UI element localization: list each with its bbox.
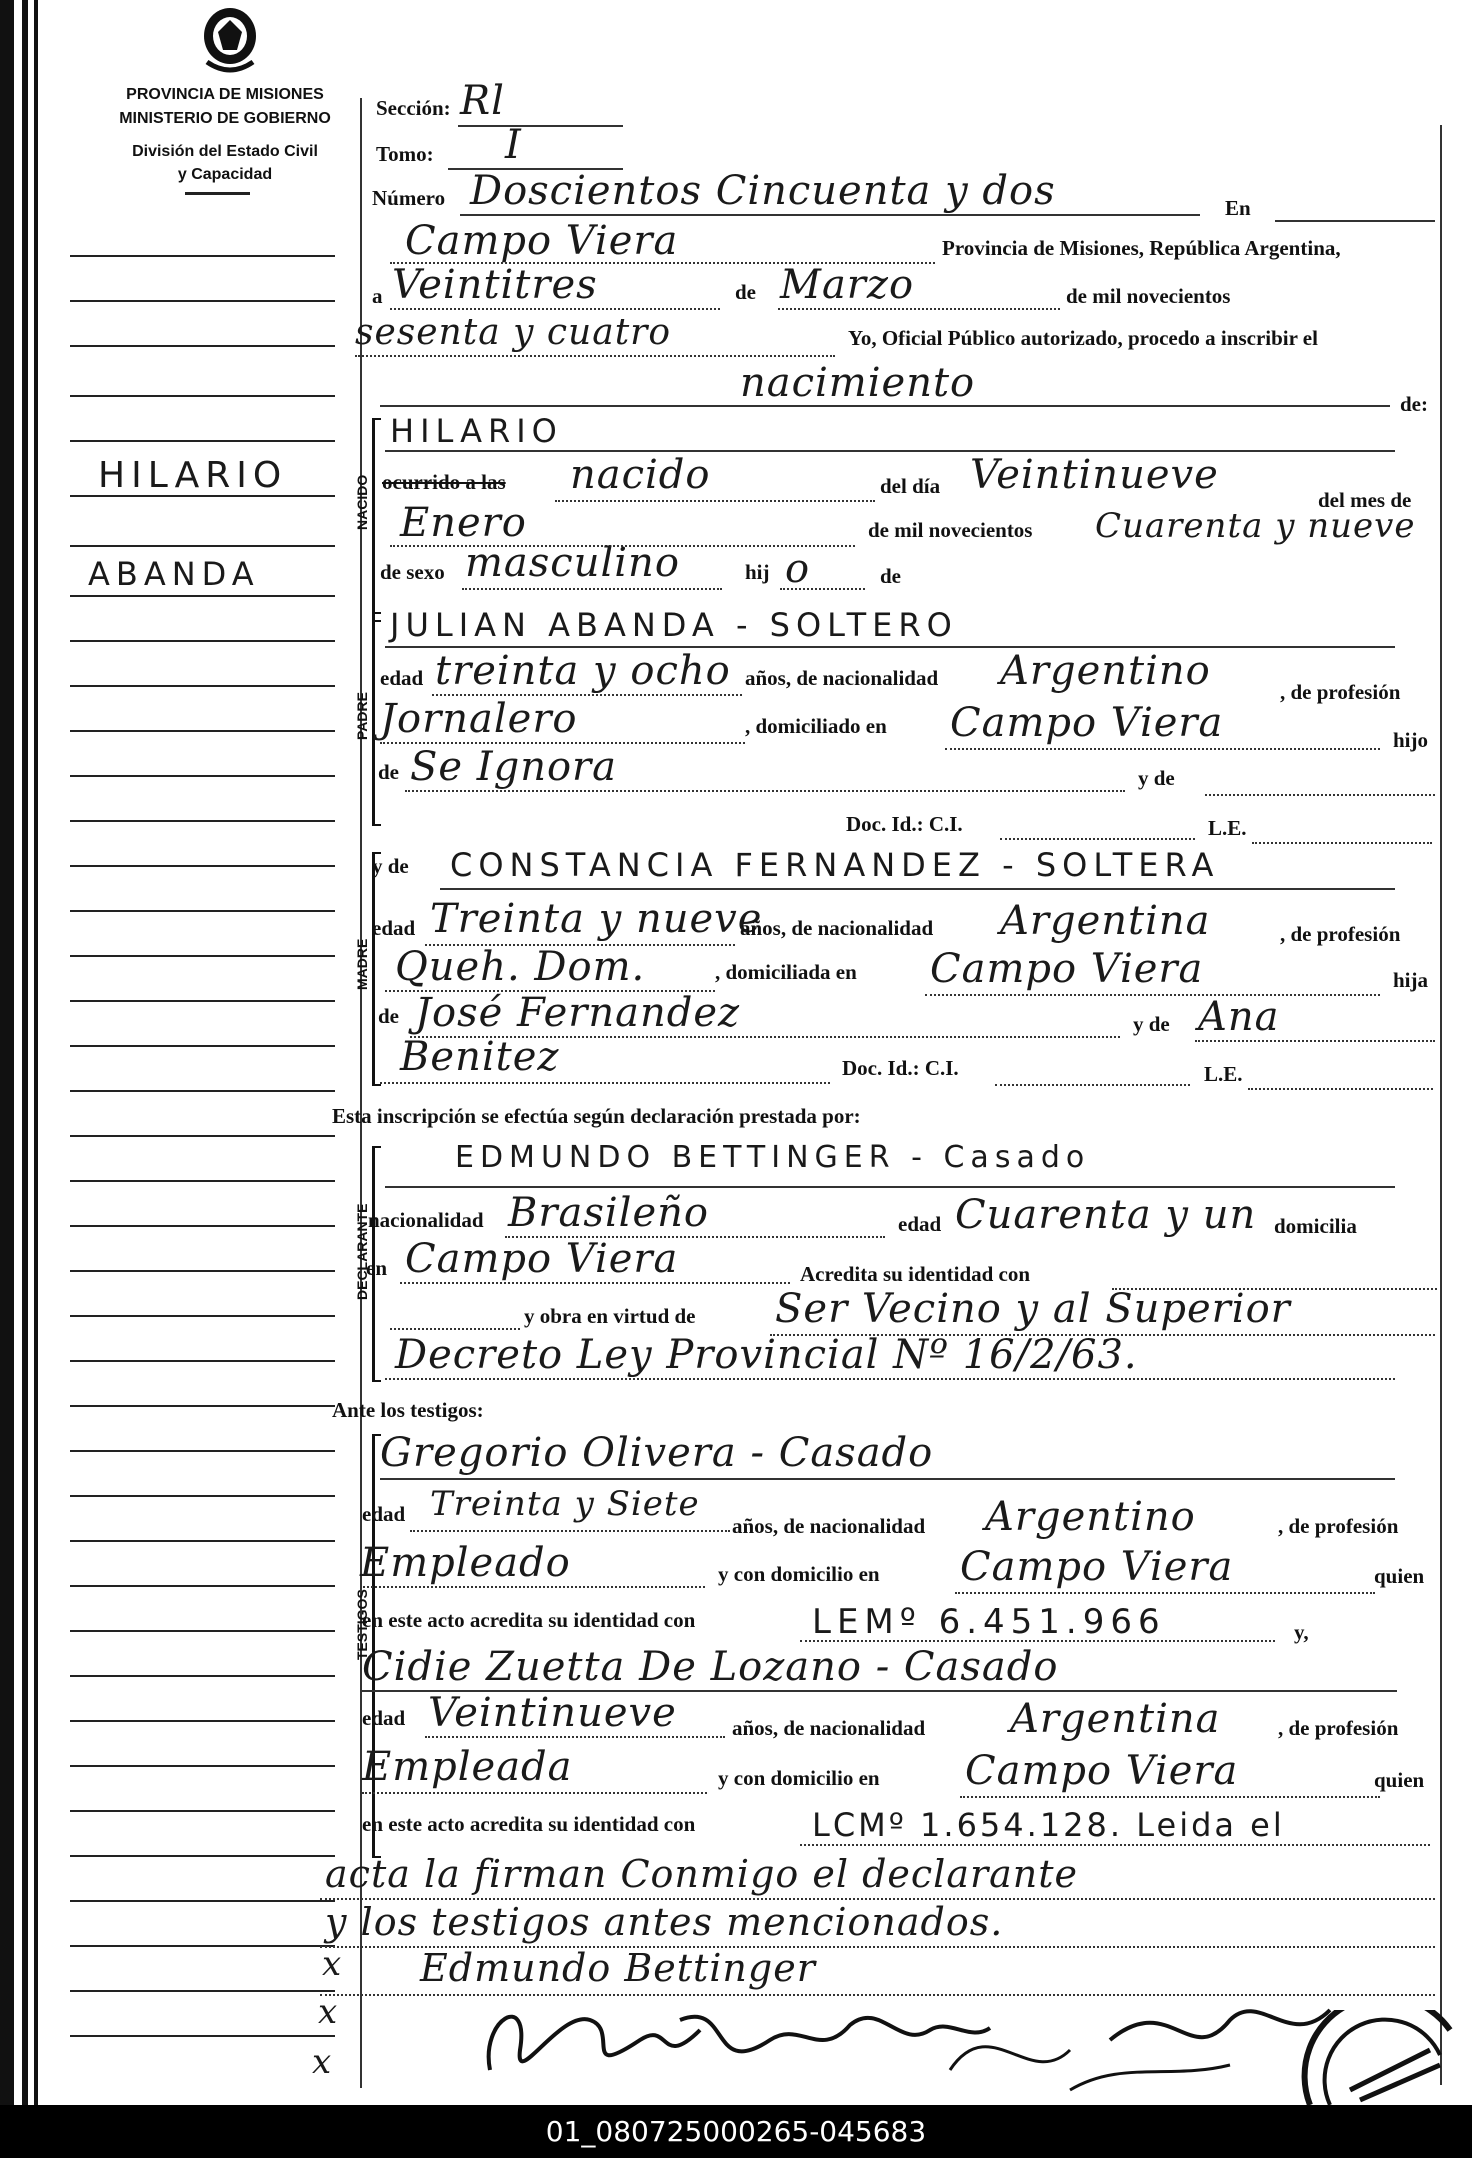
margin-line (70, 1945, 335, 1947)
madre-doc-line (995, 1084, 1190, 1086)
padre-doc-line (1000, 838, 1195, 840)
madre-le-line (1248, 1088, 1433, 1090)
seccion-line (458, 125, 623, 127)
padre-le-line (1252, 842, 1432, 844)
mil-text: de mil novecientos (1066, 284, 1231, 308)
binding-edge (22, 0, 28, 2105)
nacido-mil-label: de mil novecientos (868, 518, 1033, 542)
margin-line (70, 1855, 335, 1857)
signatures-graphic (470, 1980, 1370, 2100)
madre-y-de-label: y de (372, 854, 409, 878)
lugar-value: Campo Viera (405, 218, 679, 264)
oficial-text: Yo, Oficial Público autorizado, procedo a inscribir el (848, 326, 1318, 350)
coat-of-arms-icon (185, 2, 275, 82)
t2-acredita-label: en este acto acredita su identidad con (362, 1812, 696, 1836)
margin-line (70, 1045, 335, 1047)
declarant-signature: Edmundo Bettinger (420, 1946, 816, 1990)
padre-de-value: Se Ignora (410, 744, 618, 790)
margin-line (70, 1720, 335, 1722)
margin-line (70, 1585, 335, 1587)
margin-line (70, 1315, 335, 1317)
padre-de-label: de (378, 760, 399, 784)
margin-line (70, 955, 335, 957)
t2-doc-line (800, 1844, 1430, 1846)
t2-dom-label: y con domicilio en (718, 1766, 880, 1790)
madre-side-text: MADRE (354, 938, 370, 990)
del-dia-label: del día (880, 474, 941, 498)
madre-nac-value: Argentina (1000, 898, 1211, 944)
t1-nac-value: Argentino (985, 1494, 1196, 1540)
madre-name-line (440, 888, 1395, 890)
de-colon: de: (1400, 392, 1428, 416)
margin-line (70, 1180, 335, 1182)
nacido-name-line (385, 450, 1395, 452)
acredita-label: Acredita su identidad con (800, 1262, 1031, 1286)
margin-line (70, 1090, 335, 1092)
hijo-line (780, 588, 865, 590)
madre-y-de2-label: y de (1133, 1012, 1170, 1036)
margin-line (70, 1000, 335, 1002)
t1-prof-label: , de profesión (1278, 1514, 1399, 1538)
padre-y-de-label: y de (1138, 766, 1175, 790)
madre-nac-label: años, de nacionalidad (740, 916, 934, 940)
t2-prof-label: , de profesión (1278, 1716, 1399, 1740)
ocurrido-line (555, 500, 875, 502)
declarante-intro: Esta inscripción se efectúa según declaración prestada por: (332, 1104, 861, 1128)
tomo-value: I (505, 122, 522, 168)
declarante-edad-label: edad (898, 1212, 942, 1236)
decreto-value: Decreto Ley Provincial Nº 16/2/63. (395, 1332, 1138, 1378)
declarante-edad-value: Cuarenta y un (955, 1192, 1257, 1238)
margin-line (70, 820, 335, 822)
padre-dom-line (945, 748, 1380, 750)
t1-y: y, (1294, 1620, 1309, 1644)
numero-value: Doscientos Cincuenta y dos (470, 168, 1056, 214)
margin-line (70, 440, 335, 442)
madre-dom-value: Campo Viera (930, 946, 1204, 992)
t2-edad-value: Veintinueve (428, 1690, 677, 1736)
madre-edad-value: Treinta y nueve (430, 896, 763, 942)
seccion-value: Rl (460, 78, 505, 124)
madre-madre2-line (380, 1082, 830, 1084)
nacido-side-label (350, 440, 374, 600)
margin-name-2: ABANDA (88, 555, 260, 593)
hijo-value: o (785, 546, 811, 592)
padre-doc-label: Doc. Id.: C.I. (846, 812, 963, 836)
t1-doc-line (800, 1640, 1275, 1642)
dia-value: Veintitres (392, 262, 598, 308)
closing-line-2: y los testigos antes mencionados. (325, 1900, 1004, 1944)
closing-line-1: acta la firman Conmigo el declarante (325, 1852, 1079, 1896)
x-mark-3: x (312, 2042, 333, 2082)
madre-dom-label: , domiciliada en (715, 960, 857, 984)
t2-prof-value: Empleada (362, 1744, 573, 1790)
sexo-value: masculino (465, 540, 680, 586)
numero-label: Número (372, 186, 446, 210)
margin-line (70, 1675, 335, 1677)
t1-edad-value: Treinta y Siete (430, 1484, 700, 1524)
provincia-text: Provincia de Misiones, República Argentina, (942, 236, 1341, 260)
madre-bracket (372, 852, 381, 1086)
t2-edad-line (425, 1736, 725, 1738)
seccion-label: Sección: (376, 96, 451, 120)
margin-line (70, 345, 335, 347)
nacido-de-label: de (880, 564, 901, 588)
document-id-footer: 01_080725000265-045683 (0, 2105, 1472, 2158)
form-right-border (1440, 125, 1442, 2085)
margin-line (70, 775, 335, 777)
t2-dom-line (960, 1796, 1380, 1798)
margin-line (70, 1405, 335, 1407)
binding-edge (0, 0, 14, 2105)
t2-nac-label: años, de nacionalidad (732, 1716, 926, 1740)
tomo-label: Tomo: (376, 142, 434, 166)
margin-line (70, 1990, 335, 1992)
margin-line (70, 1495, 335, 1497)
declarante-nac-label: nacionalidad (368, 1208, 484, 1232)
margin-line (70, 1540, 335, 1542)
margin-line (70, 865, 335, 867)
declarante-en-label: en (366, 1256, 387, 1280)
testigo1-name: Gregorio Olivera - Casado (380, 1430, 934, 1476)
testigos-side-text: TESTIGOS (354, 1589, 370, 1660)
madre-madre-line (1195, 1040, 1435, 1042)
province-header: PROVINCIA DE MISIONES (126, 86, 324, 103)
dia-line (390, 308, 720, 310)
sexo-label: de sexo (380, 560, 445, 584)
testigo1-name-line (380, 1478, 1395, 1480)
t1-dom-label: y con domicilio en (718, 1562, 880, 1586)
declarante-en-line (400, 1282, 790, 1284)
padre-de-line (405, 790, 1125, 792)
t2-dom-value: Campo Viera (965, 1748, 1239, 1794)
t1-doc-value: LEMº 6.451.966 (812, 1602, 1166, 1642)
margin-line (70, 1810, 335, 1812)
mes-line (778, 308, 1060, 310)
t1-dom-value: Campo Viera (960, 1544, 1234, 1590)
testigo2-name: Cidie Zuetta De Lozano - Casado (362, 1644, 1059, 1690)
de-label: de (735, 280, 756, 304)
obra-pre-line (390, 1328, 520, 1330)
declarante-name: EDMUNDO BETTINGER - Casado (455, 1140, 1091, 1175)
nacido-name: HILARIO (390, 412, 563, 450)
hijo-label: hij (745, 560, 770, 584)
t1-quien: quien (1374, 1564, 1425, 1588)
nacido-side-text: NACIDO (354, 474, 370, 530)
padre-hijo-label: hijo (1393, 728, 1429, 752)
obra-value: Ser Vecino y al Superior (775, 1286, 1291, 1332)
t2-nac-value: Argentina (1010, 1696, 1221, 1742)
margin-line (70, 1225, 335, 1227)
t2-edad-label: edad (362, 1706, 406, 1730)
declarante-name-line (385, 1186, 1395, 1188)
nacido-dia-value: Veintinueve (970, 452, 1219, 498)
t1-edad-line (410, 1530, 730, 1532)
margin-line (70, 1900, 335, 1902)
mes-value: Marzo (780, 262, 915, 308)
x-mark-1: x (322, 1944, 343, 1984)
ocurrido-label: ocurrido a las (382, 470, 506, 494)
t1-nac-label: años, de nacionalidad (732, 1514, 926, 1538)
madre-madre-value-1: Ana (1198, 994, 1280, 1040)
madre-hija-label: hija (1393, 968, 1429, 992)
margin-line (70, 1360, 335, 1362)
t2-prof-line (362, 1792, 707, 1794)
margin-name-1: HILARIO (98, 455, 288, 496)
madre-padre-value: José Fernandez (415, 990, 741, 1036)
t1-acredita-label: en este acto acredita su identidad con (362, 1608, 696, 1632)
margin-line (70, 1630, 335, 1632)
acto-line (380, 405, 1390, 407)
a-label: a (372, 284, 383, 308)
madre-madre-value-2: Benitez (400, 1034, 560, 1080)
padre-dom-value: Campo Viera (950, 700, 1224, 746)
madre-le-label: L.E. (1204, 1062, 1243, 1086)
acto-value: nacimiento (740, 360, 976, 406)
margin-line (70, 1450, 335, 1452)
obra-label: y obra en virtud de (524, 1304, 696, 1328)
declarante-nac-value: Brasileño (508, 1190, 709, 1236)
madre-name: CONSTANCIA FERNANDEZ - SOLTERA (450, 846, 1220, 884)
testigos-intro: Ante los testigos: (332, 1398, 484, 1422)
margin-line (70, 2035, 335, 2037)
padre-edad-value: treinta y ocho (435, 648, 731, 694)
margin-line (70, 1270, 335, 1272)
madre-prof-value: Queh. Dom. (395, 944, 646, 990)
en-line (1275, 220, 1435, 222)
padre-nac-label: años, de nacionalidad (745, 666, 939, 690)
margin-line (70, 300, 335, 302)
padre-nac-value: Argentino (1000, 648, 1211, 694)
numero-line (460, 214, 1200, 216)
madre-dom-line (925, 994, 1380, 996)
madre-prof-label: , de profesión (1280, 922, 1401, 946)
binding-edge (34, 0, 38, 2105)
nacido-bracket (372, 418, 381, 622)
margin-line (70, 910, 335, 912)
madre-side-label (350, 890, 374, 1070)
t1-prof-line (360, 1586, 705, 1588)
t1-edad-label: edad (362, 1502, 406, 1526)
en-label: En (1225, 196, 1251, 220)
padre-y-de-line (1205, 794, 1435, 796)
domicilia-label: domicilia (1274, 1214, 1357, 1238)
del-mes-label: del mes de (1318, 488, 1412, 512)
padre-name: JULIAN ABANDA - SOLTERO (390, 606, 958, 644)
decreto-line (385, 1378, 1395, 1380)
ocurrido-value: nacido (570, 452, 711, 498)
sexo-line (462, 588, 722, 590)
declarante-en-value: Campo Viera (405, 1236, 679, 1282)
margin-line (70, 1765, 335, 1767)
header-divider (185, 192, 250, 195)
division-header: División del Estado Civil (132, 143, 318, 160)
margin-line (70, 1135, 335, 1137)
madre-edad-label: edad (372, 916, 416, 940)
padre-side-label (350, 640, 374, 820)
padre-dom-label: , domiciliado en (745, 714, 887, 738)
division-header-2: y Capacidad (177, 166, 273, 183)
padre-edad-label: edad (380, 666, 424, 690)
margin-line (70, 595, 335, 597)
margin-line (70, 545, 335, 547)
margin-line (70, 730, 335, 732)
padre-prof-label: , de profesión (1280, 680, 1401, 704)
madre-de-label: de (378, 1004, 399, 1028)
official-stamp-icon (1290, 2010, 1460, 2105)
anio-line (355, 355, 835, 357)
ministry-header: MINISTERIO DE GOBIERNO (119, 110, 331, 127)
declarante-side-text: DECLARANTE (354, 1203, 370, 1300)
nacido-mes-value: Enero (400, 500, 527, 546)
t2-quien: quien (1374, 1768, 1425, 1792)
x-mark-2: x (318, 1992, 339, 2032)
t1-prof-value: Empleado (360, 1540, 571, 1586)
padre-prof-value: Jornalero (380, 696, 578, 742)
margin-line (70, 685, 335, 687)
padre-side-text: PADRE (354, 692, 370, 740)
t1-dom-line (955, 1592, 1375, 1594)
margin-line (70, 395, 335, 397)
margin-line (70, 640, 335, 642)
padre-le-label: L.E. (1208, 816, 1247, 840)
margin-line (70, 255, 335, 257)
madre-doc-label: Doc. Id.: C.I. (842, 1056, 959, 1080)
anio-value: sesenta y cuatro (355, 312, 672, 353)
t2-doc-value: LCMº 1.654.128. Leida el (812, 1806, 1285, 1844)
nacido-anio-value: Cuarenta y nueve (1095, 506, 1416, 546)
